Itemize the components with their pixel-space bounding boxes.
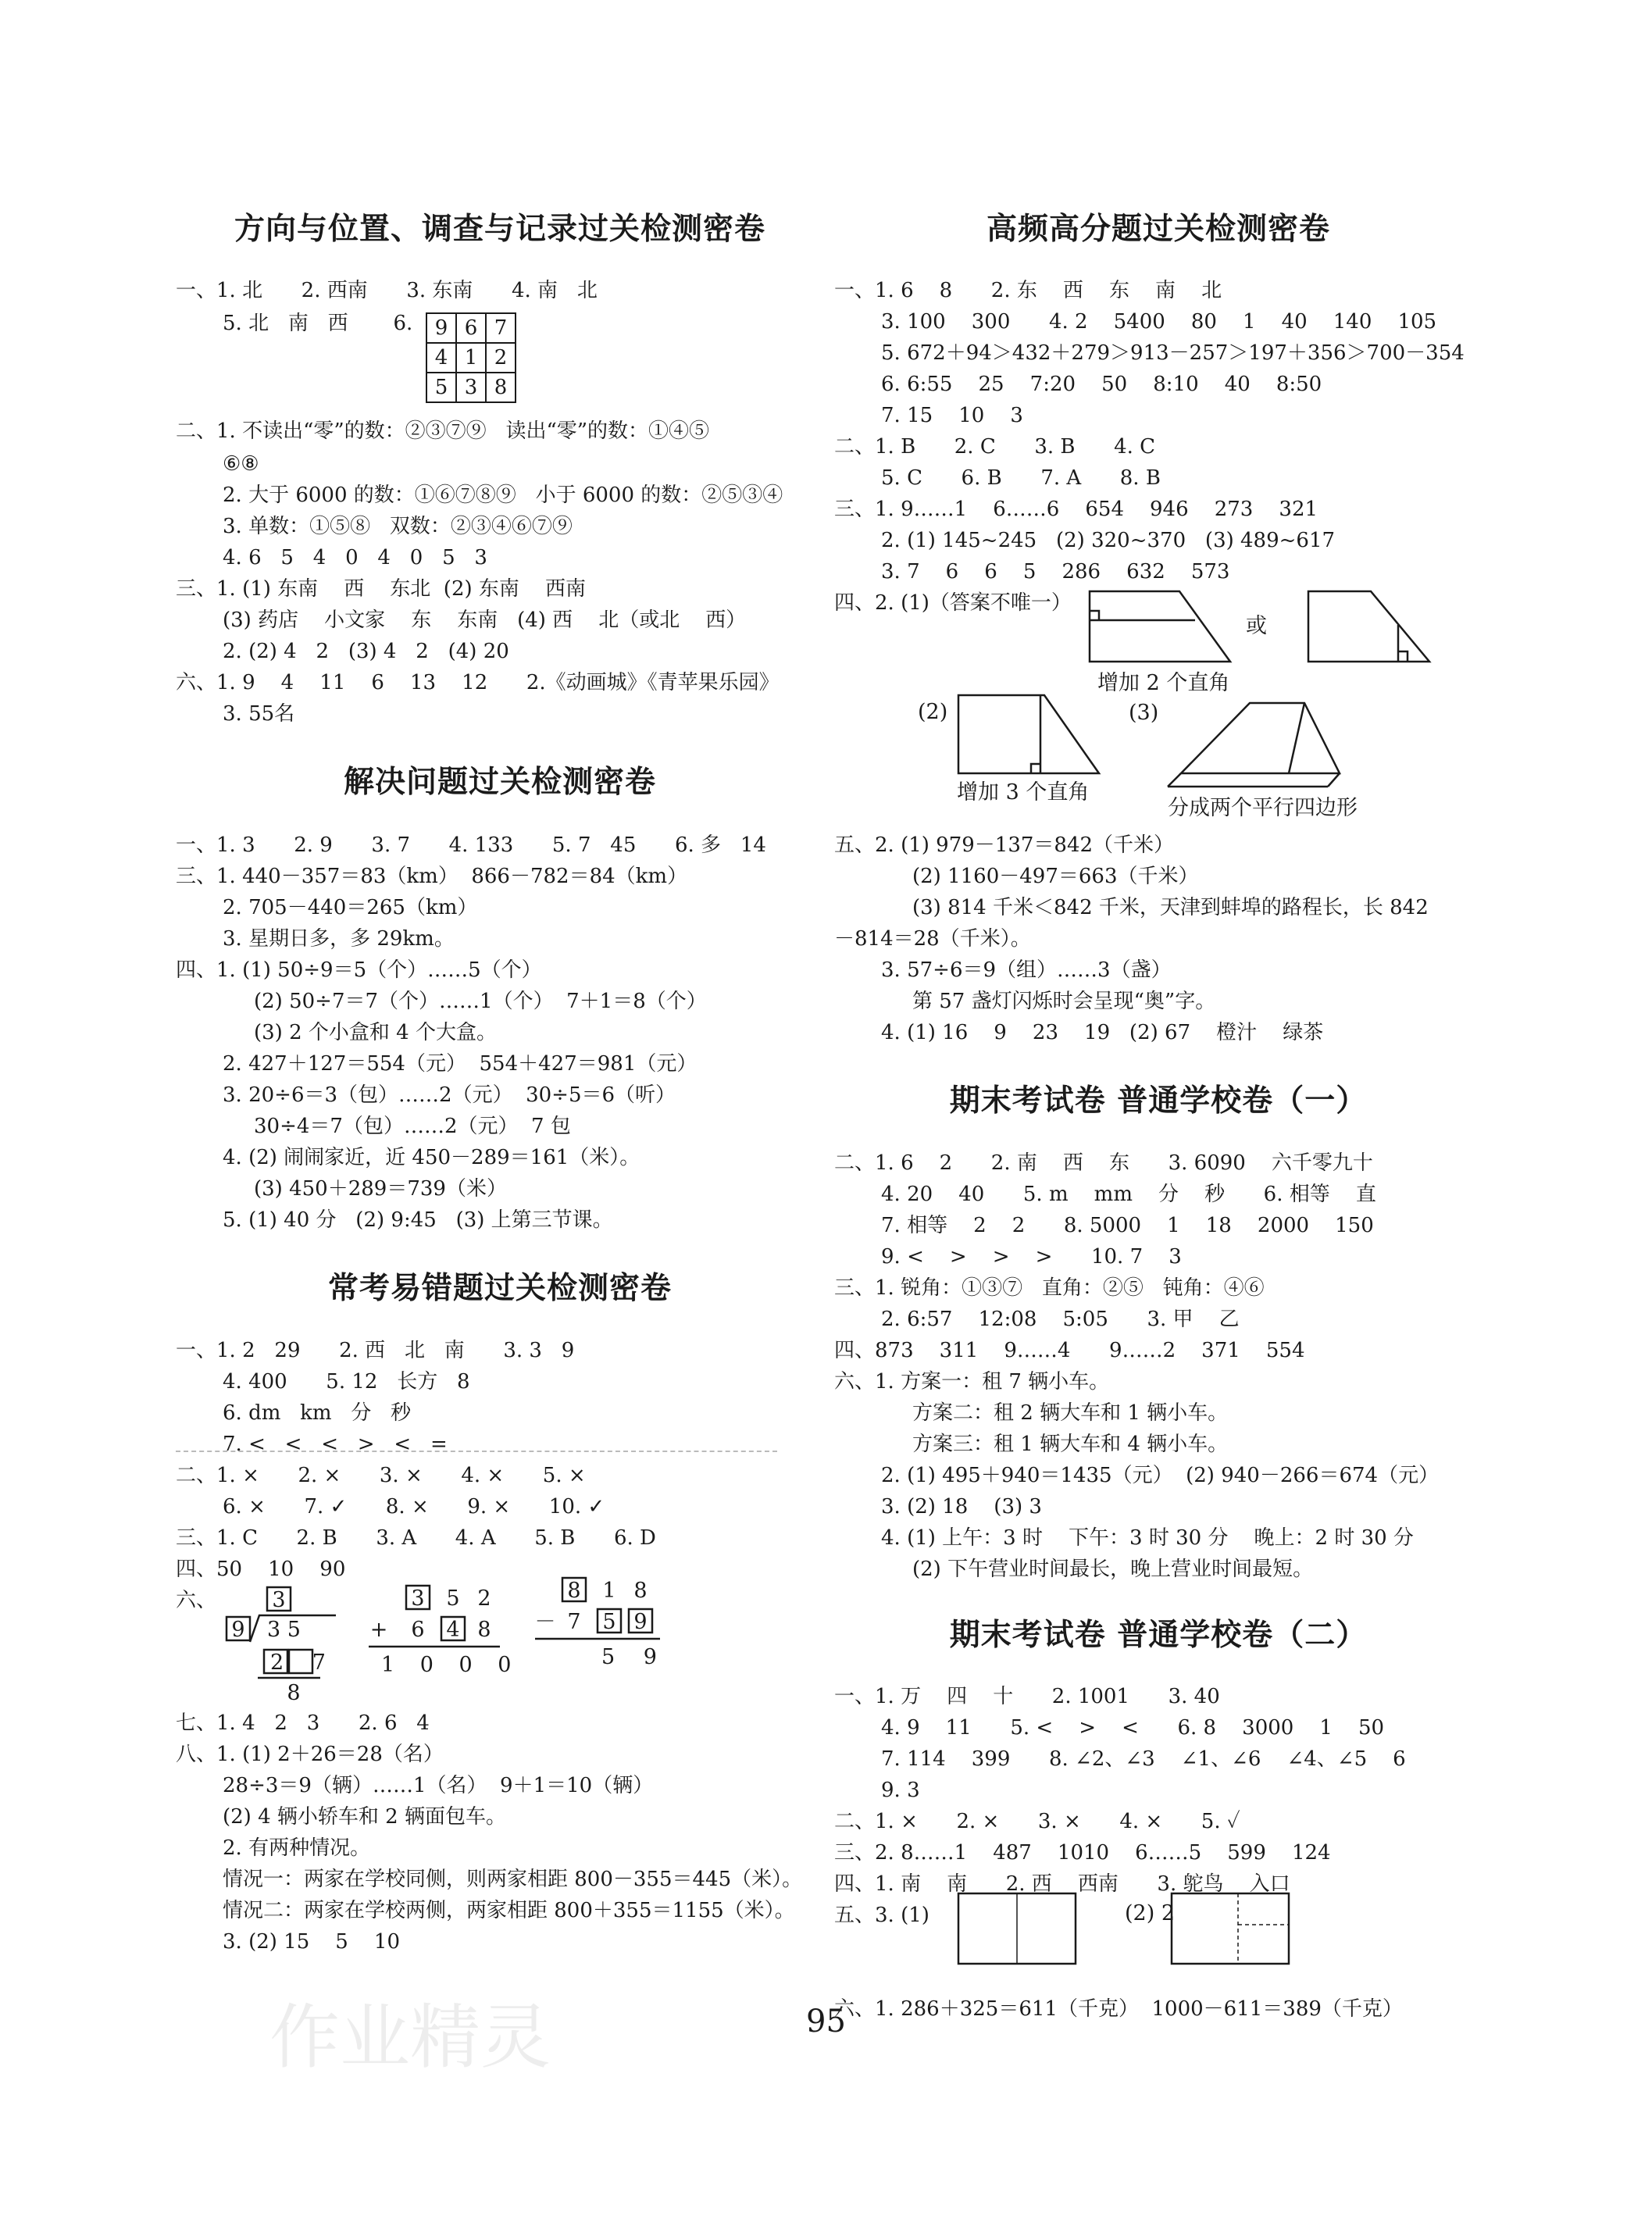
answer-line: 5. C 6. B 7. A 8. B (881, 466, 1161, 490)
answer-line: 方案二：租 2 辆大车和 1 辆小车。 (912, 1401, 1229, 1425)
answer-line: 3. 55名 (223, 702, 295, 726)
grid-cell: 4 (426, 343, 456, 373)
answer-line: 30÷4＝7（包）……2（元） 7 包 (254, 1115, 571, 1138)
svg-text:+: + (369, 1618, 388, 1642)
answer-line: 七、1. 4 2 3 2. 6 4 (176, 1711, 430, 1735)
svg-text:8: 8 (477, 1618, 491, 1642)
answer-line: 9. 3 (881, 1779, 920, 1802)
grid-cell: 6 (456, 313, 486, 343)
answer-line: 7. < < < > < = (223, 1433, 448, 1456)
answer-line: 5. 北 南 西 6. (223, 312, 413, 335)
answer-line: 2. (1) 145~245 (2) 320~370 (3) 489~617 (881, 529, 1336, 552)
section-title: 高频高分题过关检测密卷 (986, 212, 1330, 247)
answer-line: 一、1. 6 8 2. 东 西 东 南 北 (834, 279, 1222, 302)
svg-text:3: 3 (411, 1586, 425, 1611)
answer-line: (2) 1160－497＝663（千米） (912, 865, 1199, 888)
answer-line: 六、1. 286＋325＝611（千克） 1000－611＝389（千克） (834, 1997, 1403, 2021)
grid-cell: 9 (426, 313, 456, 343)
answer-line: 2. (1) 495＋940＝1435（元） (2) 940－266＝674（元） (881, 1464, 1440, 1487)
division-divisor: 9 (231, 1618, 245, 1642)
svg-text:(2): (2) (918, 700, 948, 724)
section-title: 方向与位置、调查与记录过关检测密卷 (234, 212, 765, 247)
answer-line: 四、1. (1) 50÷9＝5（个）……5（个） (176, 958, 542, 982)
answer-line: 3. 星期日多，多 29km。 (223, 927, 455, 951)
trapezoid-figure-3 (954, 691, 1111, 785)
answer-line: (3) 药店 小文家 东 东南 (4) 西 北（或北 西） (223, 608, 747, 632)
answer-line: 3. 57÷6＝9（组）……3（盏） (881, 958, 1172, 982)
grid-row (426, 343, 516, 373)
answer-line: 4. 20 40 5. m mm 分 秒 6. 相等 直 (881, 1183, 1376, 1206)
svg-text:5: 5 (446, 1586, 460, 1611)
section-title: 期末考试卷 普通学校卷（二） (949, 1618, 1368, 1653)
answer-line: 五、2. (1) 979－137＝842（千米） (834, 833, 1175, 857)
svg-text:分成两个平行四边形: 分成两个平行四边形 (1168, 796, 1358, 820)
answer-line: 3. 单数：①⑤⑧ 双数：②③④⑥⑦⑨ (223, 515, 573, 538)
page-number: 95 (806, 2004, 846, 2040)
answer-line: 情况一：两家在学校同侧，则两家相距 800－355＝445（米）。 (223, 1868, 803, 1891)
answer-line: 3. (2) 15 5 10 (223, 1930, 400, 1954)
answer-line: 2. 6:57 12:08 5:05 3. 甲 乙 (881, 1308, 1240, 1331)
answer-line: 情况二：两家在学校两侧，两家相距 800＋355＝1155（米）。 (223, 1899, 795, 1922)
answer-line: 五、3. (1) (834, 1904, 929, 1927)
answer-line: (3) 814 千米＜842 千米，天津到蚌埠的路程长，长 842 (912, 896, 1429, 919)
answer-line: 二、1. 6 2 2. 南 西 东 3. 6090 六千零九十 (834, 1151, 1373, 1175)
section-title: 期末考试卷 普通学校卷（一） (949, 1083, 1368, 1119)
answer-line: 5. (1) 40 分 (2) 9:45 (3) 上第三节课。 (223, 1208, 613, 1232)
answer-line: 2. 有两种情况。 (223, 1836, 371, 1860)
answer-line: (2) 50÷7＝7（个）……1（个） 7＋1＝8（个） (254, 990, 707, 1013)
answer-line: 7. 相等 2 2 8. 5000 1 18 2000 150 (881, 1214, 1374, 1237)
label-add-three (957, 777, 1144, 808)
addition-sum: 1 0 0 0 (381, 1653, 521, 1677)
rect-figure-1 (957, 1892, 1082, 1970)
answer-line: －814＝28（千米）。 (834, 927, 1031, 951)
watermark: 作业精灵 (269, 1997, 551, 2079)
answer-line: 3. 100 300 4. 2 5400 80 1 40 140 105 (881, 310, 1437, 334)
answer-line: 4. 6 5 4 0 4 0 5 3 (223, 546, 487, 569)
answer-line: 4. 400 5. 12 长方 8 (223, 1370, 470, 1394)
answer-line: 一、1. 万 四 十 2. 1001 3. 40 (834, 1685, 1220, 1708)
grid-cell: 7 (486, 313, 516, 343)
answer-line: 5. 672＋94＞432＋279＞913－257＞197＋356＞700－354 (881, 341, 1465, 365)
answer-line: 6. × 7. ✓ 8. × 9. × 10. ✓ (223, 1495, 605, 1518)
answer-line: 方案三：租 1 辆大车和 4 辆小车。 (912, 1433, 1229, 1456)
division-product: 2 7 (270, 1651, 337, 1675)
answer-line: 3. (2) 18 (3) 3 (881, 1495, 1042, 1518)
answer-line: (2) 下午营业时间最长，晚上营业时间最短。 (912, 1558, 1314, 1581)
grid-cell: 2 (486, 343, 516, 373)
svg-text:6: 6 (411, 1618, 425, 1642)
subtraction-figure (534, 1576, 680, 1678)
answer-line: 三、1. 440－357＝83（km） 866－782＝84（km） (176, 865, 688, 888)
svg-text:1: 1 (602, 1579, 616, 1603)
svg-text:8: 8 (567, 1579, 581, 1603)
answer-line: (3) 2 个小盒和 4 个大盒。 (254, 1021, 497, 1044)
division-figure (219, 1586, 344, 1703)
answer-line: 二、1. B 2. C 3. B 4. C (834, 435, 1156, 459)
answer-line: 6. dm km 分 秒 (223, 1401, 412, 1425)
subtraction-result: 5 9 (601, 1645, 668, 1669)
answer-line: 三、1. C 2. B 3. A 4. A 5. B 6. D (176, 1526, 656, 1550)
answer-line: 6. 6:55 25 7:20 50 8:10 40 8:50 (881, 373, 1322, 396)
answer-line: 三、2. 8……1 487 1010 6……5 599 124 (834, 1841, 1331, 1865)
grid-cell: 3 (456, 373, 486, 402)
answer-line: 3. 7 6 6 5 286 632 573 (881, 560, 1230, 583)
answer-line: 一、1. 2 29 2. 西 北 南 3. 3 9 (176, 1339, 575, 1362)
svg-text:(2) 2: (2) 2 (1125, 1901, 1176, 1925)
svg-text:或: 或 (1246, 614, 1267, 638)
grid-cell: 1 (456, 343, 486, 373)
answer-line: 第 57 盏灯闪烁时会呈现“奥”字。 (912, 990, 1216, 1013)
answer-line: 六、1. 9 4 11 6 13 12 2.《动画城》《青苹果乐园》 (176, 671, 780, 694)
answer-line: 二、1. × 2. × 3. × 4. × 5. × (176, 1464, 586, 1487)
answer-line: 2. 705－440＝265（km） (223, 896, 478, 919)
number-grid (426, 312, 516, 403)
answer-line: 4. (1) 16 9 23 19 (2) 67 橙汁 绿茶 (881, 1021, 1324, 1044)
answer-line: 二、1. 不读出“零”的数：②③⑦⑨ 读出“零”的数：①④⑤ (176, 419, 710, 443)
svg-text:5: 5 (602, 1610, 616, 1634)
answer-line: 三、1. (1) 东南 西 东北 (2) 东南 西南 (176, 577, 586, 601)
answer-line: 八、1. (1) 2＋26＝28（名） (176, 1743, 444, 1766)
answer-line: (3) 450＋289＝739（米） (254, 1177, 507, 1201)
answer-line: ⑥⑧ (223, 452, 259, 476)
answer-line: 四、873 311 9……4 9……2 371 554 (834, 1339, 1305, 1362)
answer-line: 2. (2) 4 2 (3) 4 2 (4) 20 (223, 640, 509, 663)
svg-text:增加 2 个直角: 增加 2 个直角 (1097, 671, 1230, 695)
grid-cell: 5 (426, 373, 456, 402)
answer-line: 三、1. 锐角：①③⑦ 直角：②⑤ 钝角：④⑥ (834, 1276, 1265, 1300)
section-title: 解决问题过关检测密卷 (343, 765, 656, 800)
answer-line: 4. (1) 上午：3 时 下午：3 时 30 分 晚上：2 时 30 分 (881, 1526, 1414, 1550)
svg-text:(3): (3) (1129, 701, 1159, 725)
answer-line: 4. (2) 闹闹家近，近 450－289＝161（米）。 (223, 1146, 640, 1169)
trapezoid-figure-4 (1179, 699, 1367, 793)
answer-line: 一、1. 北 2. 西南 3. 东南 4. 南 北 (176, 279, 598, 302)
answer-line: 7. 114 399 8. ∠2、∠3 ∠1、∠6 ∠4、∠5 6 (881, 1747, 1406, 1771)
division-dividend: 3 5 (267, 1618, 301, 1642)
answer-line: 3. 20÷6＝3（包）……2（元） 30÷5＝6（听） (223, 1083, 676, 1107)
answer-line: 2. 大于 6000 的数：①⑥⑦⑧⑨ 小于 6000 的数：②⑤③④ (223, 484, 783, 507)
division-remainder: 8 (287, 1681, 301, 1705)
trapezoid-figure-2 (1301, 587, 1441, 673)
answer-line: 六、 (176, 1589, 217, 1612)
svg-text:4: 4 (446, 1618, 460, 1642)
svg-text:7: 7 (567, 1610, 581, 1634)
answer-line: 9. < > > > 10. 7 3 (881, 1245, 1182, 1269)
answer-line: 28÷3＝9（辆）……1（名） 9＋1＝10（辆） (223, 1774, 654, 1797)
answer-line: 4. 9 11 5. < > < 6. 8 3000 1 50 (881, 1716, 1385, 1740)
divider-line (176, 1451, 777, 1452)
rect-figure-2 (1170, 1892, 1295, 1970)
svg-text:9: 9 (633, 1610, 648, 1634)
answer-line: 四、2. (1)（答案不唯一） (834, 591, 1072, 615)
answer-line: 7. 15 10 3 (881, 404, 1023, 427)
grid-row (426, 373, 516, 402)
or-text (1246, 611, 1277, 642)
grid-row (426, 313, 516, 343)
svg-text:8: 8 (633, 1579, 648, 1603)
answer-line: (2) 4 辆小轿车和 2 辆面包车。 (223, 1805, 506, 1829)
division-quotient: 3 (272, 1588, 286, 1612)
svg-text:－: － (534, 1610, 556, 1634)
addition-figure (367, 1584, 521, 1686)
trapezoid-figure-1 (1086, 587, 1242, 673)
answer-line: 四、50 10 90 (176, 1558, 346, 1581)
answer-line: 一、1. 3 2. 9 3. 7 4. 133 5. 7 45 6. 多 14 (176, 833, 766, 857)
answer-line: 三、1. 9……1 6……6 654 946 273 321 (834, 498, 1318, 521)
answer-line: 六、1. 方案一：租 7 辆小车。 (834, 1370, 1110, 1394)
answer-line: 二、1. × 2. × 3. × 4. × 5. ✓ (834, 1810, 1240, 1833)
svg-text:2: 2 (477, 1586, 491, 1611)
answer-line: 2. 427＋127＝554（元） 554＋427＝981（元） (223, 1052, 698, 1076)
answer-line: 四、1. 南 南 2. 西 西南 3. 鸵鸟 入口 (834, 1872, 1290, 1896)
grid-cell: 8 (486, 373, 516, 402)
label-parallelograms (1168, 793, 1402, 824)
svg-text:增加 3 个直角: 增加 3 个直角 (957, 780, 1090, 805)
section-title: 常考易错题过关检测密卷 (327, 1271, 672, 1306)
